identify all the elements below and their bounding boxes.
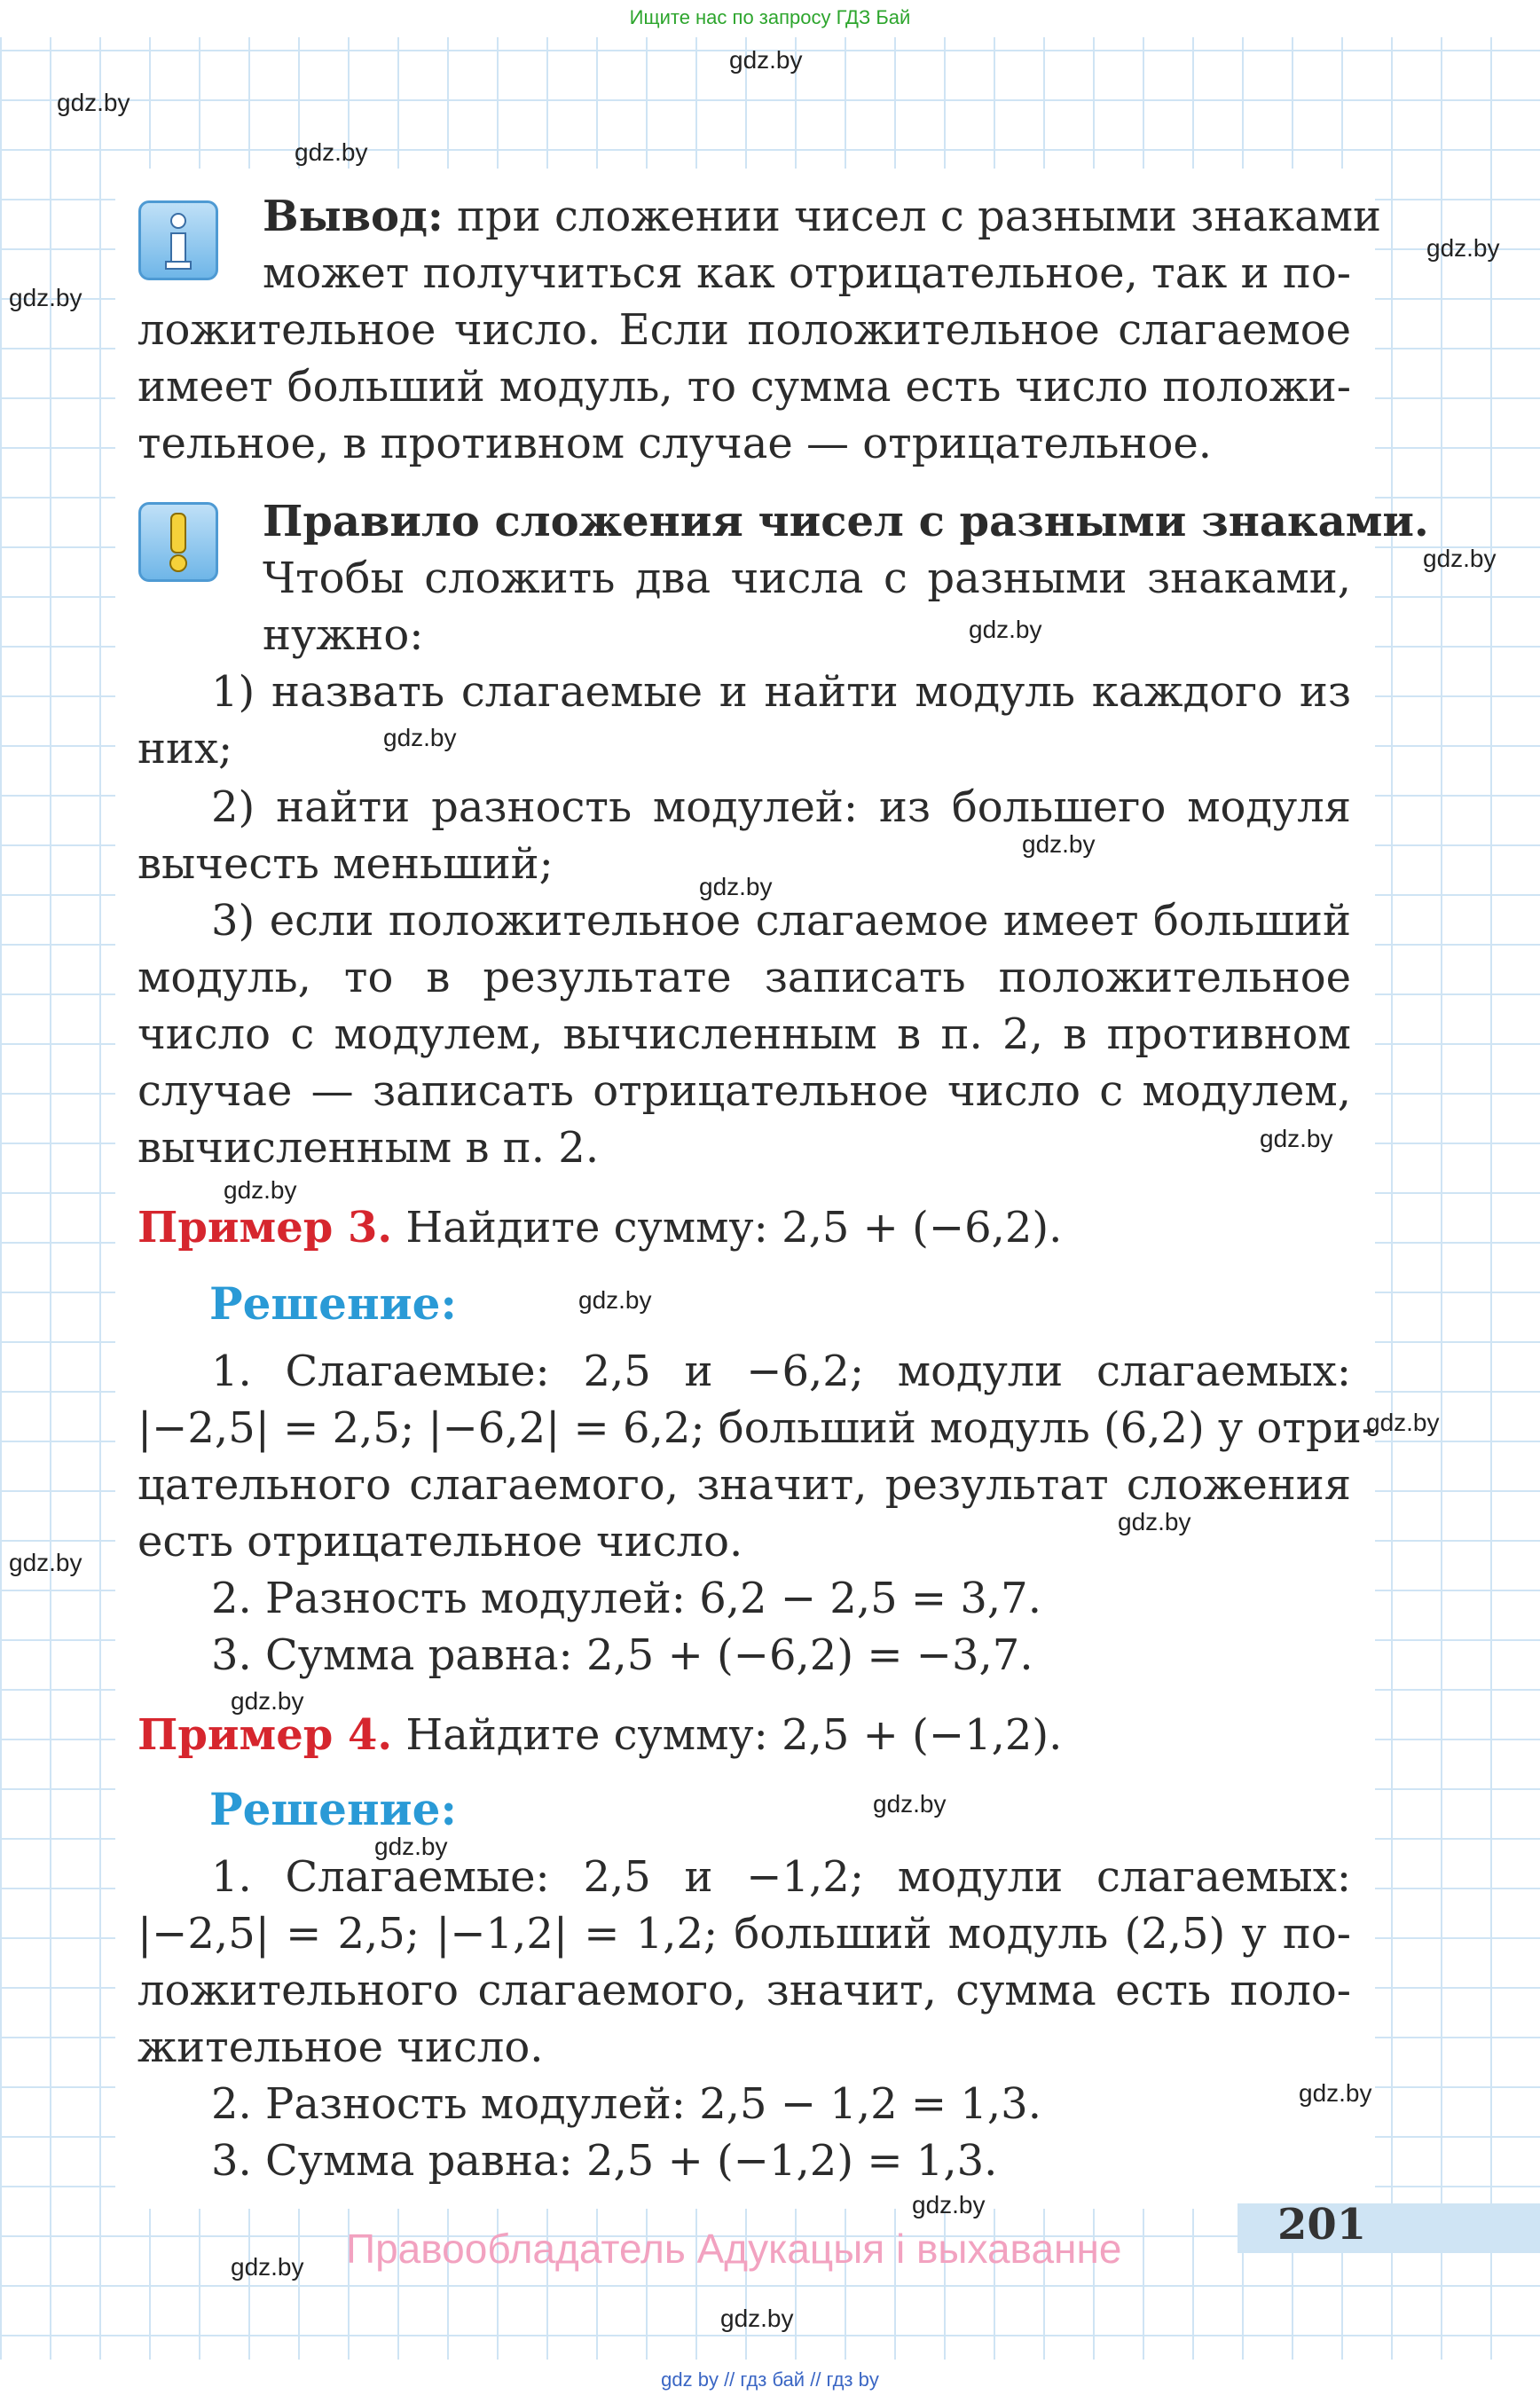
watermark: gdz.by bbox=[699, 873, 773, 900]
conclusion-label: Вывод: bbox=[263, 192, 444, 241]
watermark: gdz.by bbox=[873, 1790, 947, 1818]
example4-line-5: 2. Разность модулей: 2,5 − 1,2 = 1,3. bbox=[211, 2079, 1041, 2129]
copyright-notice: Правообладатель Адукацыя і выхаванне bbox=[346, 2226, 1122, 2272]
example3-line-2: |−2,5| = 2,5; |−6,2| = 6,2; больший модуль (6,2) у отри- bbox=[138, 1403, 1376, 1453]
top-banner[interactable]: Ищите нас по запросу ГДЗ Бай bbox=[0, 0, 1540, 37]
example4-line-3: ложительного слагаемого, значит, сумма есть поло- bbox=[138, 1966, 1351, 2015]
example4-heading bbox=[138, 1707, 1351, 1763]
rule-step1-a: 1) назвать слагаемые и найти модуль каждого из bbox=[211, 667, 1351, 717]
watermark: gdz.by bbox=[295, 138, 368, 166]
conclusion-line-2: может получиться как отрицательное, так и по- bbox=[263, 248, 1351, 298]
exclamation-icon bbox=[138, 502, 218, 582]
rule-step1-b: них; bbox=[138, 724, 233, 774]
example4-line-2: |−2,5| = 2,5; |−1,2| = 1,2; больший модуль (2,5) у по- bbox=[138, 1909, 1351, 1959]
example4-line-6: 3. Сумма равна: 2,5 + (−1,2) = 1,3. bbox=[211, 2136, 998, 2186]
rule-step3-c: число с модулем, вычисленным в п. 2, в противном bbox=[138, 1009, 1351, 1059]
example3-label: Пример 3. bbox=[138, 1203, 393, 1253]
example3-line-4: есть отрицательное число. bbox=[138, 1517, 743, 1567]
watermark: gdz.by bbox=[1260, 1125, 1333, 1152]
rule-step3-d: случае — записать отрицательное число с модулем, bbox=[138, 1066, 1351, 1116]
conclusion-line-3: ложительное число. Если положительное слагаемое bbox=[138, 305, 1351, 355]
rule-step3-e: вычисленным в п. 2. bbox=[138, 1123, 600, 1173]
watermark: gdz.by bbox=[231, 1687, 304, 1715]
watermark: gdz.by bbox=[1423, 545, 1497, 572]
watermark: gdz.by bbox=[1299, 2079, 1372, 2107]
rule-line-1: Чтобы сложить два числа с разными знаками, bbox=[263, 554, 1351, 603]
watermark: gdz.by bbox=[9, 284, 82, 311]
example3-task: Найдите сумму: 2,5 + (−6,2). bbox=[405, 1203, 1063, 1253]
example4-label: Пример 4. bbox=[138, 1710, 393, 1760]
example3-line-3: цательного слагаемого, значит, результат сложения bbox=[138, 1460, 1351, 1510]
watermark: gdz.by bbox=[1118, 1508, 1191, 1535]
rule-title: Правило сложения чисел с разными знаками. bbox=[263, 497, 1429, 546]
watermark: gdz.by bbox=[1022, 830, 1096, 858]
rule-line-2: нужно: bbox=[263, 610, 424, 660]
watermark: gdz.by bbox=[57, 89, 130, 116]
watermark: gdz.by bbox=[578, 1286, 652, 1314]
conclusion-line-5: тельное, в противном случае — отрицательное. bbox=[138, 419, 1213, 468]
example4-line-1: 1. Слагаемые: 2,5 и −1,2; модули слагаемых: bbox=[211, 1852, 1351, 1902]
info-icon bbox=[138, 200, 218, 280]
example3-line-1: 1. Слагаемые: 2,5 и −6,2; модули слагаемых: bbox=[211, 1347, 1351, 1396]
example4-line-4: жительное число. bbox=[138, 2022, 544, 2072]
example4-solution-label: Решение: bbox=[209, 1783, 457, 1835]
example3-line-5: 2. Разность модулей: 6,2 − 2,5 = 3,7. bbox=[211, 1574, 1041, 1623]
example3-solution-label: Решение: bbox=[209, 1277, 457, 1330]
watermark: gdz.by bbox=[720, 2305, 794, 2332]
rule-step2-a: 2) найти разность модулей: из большего модуля bbox=[211, 782, 1351, 832]
watermark: gdz.by bbox=[1426, 234, 1500, 262]
conclusion-line-1: Вывод: при сложении чисел с разными знаками bbox=[263, 192, 1382, 241]
watermark: gdz.by bbox=[374, 1833, 448, 1860]
bottom-banner[interactable]: gdz by // гдз бай // гдз by bbox=[0, 2360, 1540, 2403]
example3-line-6: 3. Сумма равна: 2,5 + (−6,2) = −3,7. bbox=[211, 1630, 1033, 1680]
watermark: gdz.by bbox=[224, 1176, 297, 1204]
watermark: gdz.by bbox=[969, 616, 1042, 643]
page-number: 201 bbox=[1277, 2200, 1367, 2250]
watermark: gdz.by bbox=[383, 724, 457, 751]
rule-step2-b: вычесть меньший; bbox=[138, 839, 554, 889]
conclusion-line-4: имеет больший модуль, то сумма есть число положи- bbox=[138, 362, 1351, 412]
example4-task: Найдите сумму: 2,5 + (−1,2). bbox=[405, 1710, 1063, 1760]
example3-heading bbox=[138, 1199, 1351, 1256]
watermark: gdz.by bbox=[9, 1549, 82, 1576]
watermark: gdz.by bbox=[231, 2253, 304, 2281]
watermark: gdz.by bbox=[729, 46, 803, 74]
watermark: gdz.by bbox=[912, 2191, 986, 2218]
watermark: gdz.by bbox=[1366, 1409, 1440, 1436]
rule-step3-a: 3) если положительное слагаемое имеет больший bbox=[211, 896, 1351, 946]
rule-step3-b: модуль, то в результате записать положительное bbox=[138, 953, 1351, 1002]
